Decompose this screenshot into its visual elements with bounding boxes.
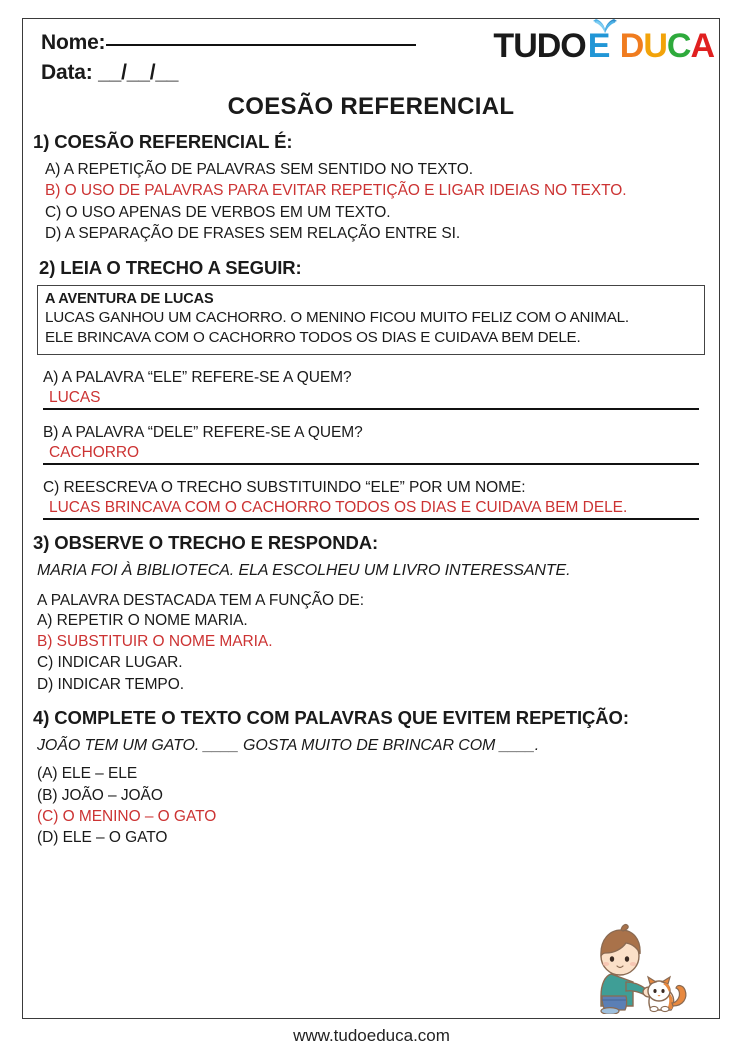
question-3-heading: 3) OBSERVE O TRECHO E RESPONDA: — [33, 531, 379, 553]
question-2b-prompt: B) A PALAVRA “DELE” REFERE-SE A QUEM? — [43, 423, 363, 441]
question-4-option-c[interactable]: (C) O MENINO – O GATO — [37, 807, 217, 825]
question-1-option-c[interactable]: C) O USO APENAS DE VERBOS EM UM TEXTO. — [45, 203, 391, 221]
question-4-option-a[interactable]: (A) ELE – ELE — [37, 765, 138, 783]
logo-book-e-icon — [586, 27, 620, 63]
question-1-option-d[interactable]: D) A SEPARAÇÃO DE FRASES SEM RELAÇÃO ENTRE SI. — [45, 225, 461, 243]
logo-text-tudo: TUDO — [493, 27, 586, 65]
student-name-field[interactable] — [41, 31, 416, 55]
question-2a-prompt: A) A PALAVRA “ELE” REFERE-SE A QUEM? — [43, 368, 352, 386]
tudoeduca-logo — [493, 27, 714, 63]
question-1-heading: 1) COESÃO REFERENCIAL É: — [33, 131, 293, 152]
question-2b-answer[interactable]: CACHORRO — [43, 444, 699, 465]
logo-letter-a: A — [690, 27, 714, 65]
question-3-excerpt: MARIA FOI À BIBLIOTECA. ELA ESCOLHEU UM LIVRO INTERESSANTE. — [37, 561, 571, 579]
logo-letter-e: E — [587, 27, 610, 65]
page-title: COESÃO REFERENCIAL — [227, 93, 515, 120]
passage-line-1: LUCAS GANHOU UM CACHORRO. O MENINO FICOU MUITO FELIZ COM O ANIMAL. — [45, 308, 629, 326]
question-3-option-c[interactable]: C) INDICAR LUGAR. — [37, 654, 183, 672]
question-4-option-d[interactable]: (D) ELE – O GATO — [37, 829, 168, 847]
question-1 — [23, 131, 719, 245]
question-4-sentence: JOÃO TEM UM GATO. ____ GOSTA MUITO DE BRINCAR COM ____. — [37, 737, 540, 755]
student-name-label: Nome: — [41, 31, 106, 54]
passage-line-2: ELE BRINCAVA COM O CACHORRO TODOS OS DIAS E CUIDAVA BEM DELE. — [45, 328, 581, 346]
question-2 — [23, 257, 719, 520]
question-4-heading: 4) COMPLETE O TEXTO COM PALAVRAS QUE EVITEM REPETIÇÃO: — [33, 707, 629, 729]
question-3-option-a[interactable]: A) REPETIR O NOME MARIA. — [37, 611, 248, 629]
question-2-heading: 2) LEIA O TRECHO A SEGUIR: — [39, 256, 302, 278]
question-2c-prompt: C) REESCREVA O TRECHO SUBSTITUINDO “ELE” POR UM NOME: — [43, 478, 526, 496]
boy-petting-cat-icon — [581, 922, 701, 1014]
question-4 — [23, 707, 719, 849]
question-2c-answer[interactable]: LUCAS BRINCAVA COM O CACHORRO TODOS OS DIAS E CUIDAVA BEM DELE. — [43, 499, 699, 520]
student-name-rule[interactable] — [106, 44, 416, 46]
logo-letter-c: C — [666, 27, 691, 65]
question-1-option-a[interactable]: A) A REPETIÇÃO DE PALAVRAS SEM SENTIDO NO TEXTO. — [45, 161, 473, 178]
worksheet-header — [23, 19, 719, 89]
question-3-prompt: A PALAVRA DESTACADA TEM A FUNÇÃO DE: — [37, 591, 364, 609]
question-3-option-b[interactable]: B) SUBSTITUIR O NOME MARIA. — [37, 633, 273, 650]
footer-url[interactable]: www.tudoeduca.com — [293, 1026, 450, 1045]
passage-title: A AVENTURA DE LUCAS — [45, 290, 214, 307]
question-4-option-b[interactable]: (B) JOÃO – JOÃO — [37, 786, 163, 804]
question-1-option-b[interactable]: B) O USO DE PALAVRAS PARA EVITAR REPETIÇÃO E LIGAR IDEIAS NO TEXTO. — [45, 182, 627, 200]
question-3-option-d[interactable]: D) INDICAR TEMPO. — [37, 675, 184, 693]
logo-letter-d: D — [619, 27, 644, 65]
worksheet-page — [22, 18, 720, 1019]
question-3 — [23, 532, 719, 696]
logo-letter-u: U — [643, 27, 667, 65]
reading-passage-box — [37, 285, 705, 355]
question-2a-answer[interactable]: LUCAS — [43, 389, 699, 410]
date-field[interactable]: Data: __/__/__ — [41, 61, 179, 84]
